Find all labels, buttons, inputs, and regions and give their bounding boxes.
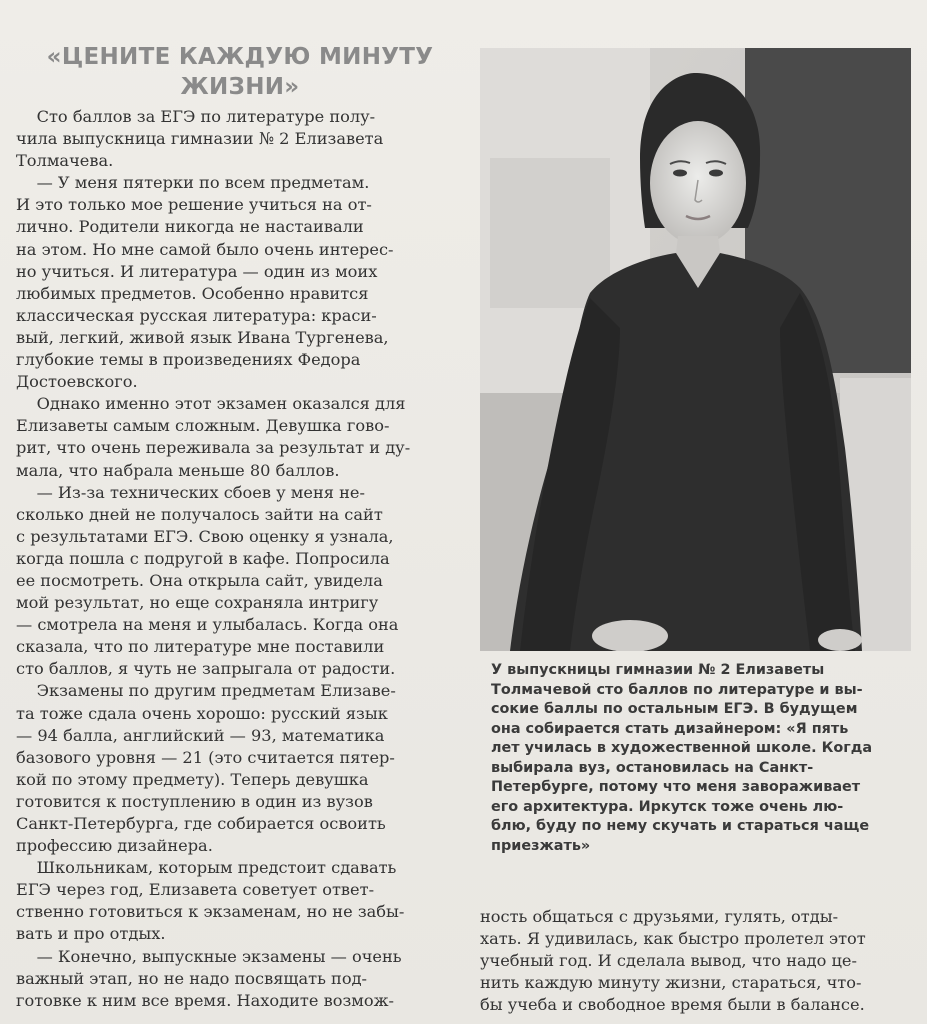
caption-line: лет училась в художественной школе. Когда [491,740,873,756]
body-line: Толмачева. [16,151,114,171]
body-line: вать и про отдых. [16,924,166,944]
body-line: на этом. Но мне самой было очень интерес- [16,239,394,259]
body-line: Экзамены по другим предметам Елизаве- [16,681,396,701]
body-line: глубокие темы в произведениях Федора [16,350,361,370]
body-line: бы учеба и свободное время были в балансе. [480,995,865,1015]
body-line: ее посмотреть. Она открыла сайт, увидела [16,570,383,590]
body-line: вый, легкий, живой язык Ивана Тургенева, [16,327,389,347]
body-line: Елизаветы самым сложным. Девушка гово- [16,416,390,436]
caption-line: Толмачевой сто баллов по литературе и вы- [491,681,863,698]
body-line: Санкт-Петербурга, где собирается освоить [16,814,386,833]
caption-line: Петербурге, потому что меня завораживает [491,779,861,795]
caption-line: она собирается стать дизайнером: «Я пять [491,720,849,737]
body-line: кой по этому предмету). Теперь девушка [16,769,369,789]
body-line: готовке к ним все время. Находите возмож- [16,990,394,1010]
body-line: когда пошла с подругой в кафе. Попросила [16,548,390,568]
article-body-right-column [480,906,910,1016]
body-line: важный этап, но не надо посвящать под- [16,968,368,988]
body-line: — Конечно, выпускные экзамены — очень [16,946,402,966]
body-line: та тоже сдала очень хорошо: русский язык [16,703,388,723]
body-line: — Из-за технических сбоев у меня не- [16,482,365,502]
body-line: чила выпускница гимназии № 2 Елизавета [16,129,384,149]
caption-line: сокие баллы по остальным ЕГЭ. В будущем [491,701,858,717]
body-line: сказала, что по литературе мне поставили [16,637,385,657]
article-body-left-column [16,106,451,1012]
body-line: сто баллов, я чуть не запрыгала от радости. [16,659,396,679]
body-line: ность общаться с друзьями, гулять, отды- [480,907,839,926]
body-line: профессию дизайнера. [16,836,213,856]
body-line: — У меня пятерки по всем предметам. [16,173,370,193]
photo-caption [491,661,911,856]
body-line: хать. Я удивилась, как быстро пролетел этот [480,929,866,949]
article-headline [20,42,460,102]
body-line: лично. Родители никогда не настаивали [16,217,364,237]
portrait-illustration [480,48,911,651]
body-line: — смотрела на меня и улыбалась. Когда она [16,615,399,635]
body-line: учебный год. И сделала вывод, что надо це- [480,951,857,971]
body-line: мала, что набрала меньше 80 баллов. [16,460,340,480]
body-line: ЕГЭ через год, Елизавета советует ответ- [16,880,375,900]
caption-line: приезжать» [491,837,591,854]
headline-line: «ЦЕНИТЕ КАЖДУЮ МИНУТУ [46,44,434,70]
body-line: готовится к поступлению в один из вузов [16,791,373,811]
caption-line: У выпускницы гимназии № 2 Елизаветы [491,662,825,678]
headline-line: ЖИЗНИ» [180,74,300,100]
body-line: базового уровня — 21 (это считается пятер- [16,747,395,767]
body-line: Достоевского. [16,372,138,392]
body-line: с результатами ЕГЭ. Свою оценку я узнала, [16,526,394,546]
body-line: ственно готовиться к экзаменам, но не забы- [16,902,405,922]
body-line: но учиться. И литература — один из моих [16,261,378,281]
body-line: Школьникам, которым предстоит сдавать [16,858,397,878]
body-line: классическая русская литература: краси- [16,305,377,325]
caption-line: блю, буду по нему скучать и стараться чаще [491,818,870,834]
body-line: мой результат, но еще сохраняла интригу [16,593,379,613]
body-line: И это только мое решение учиться на от- [16,195,372,215]
student-portrait-photo [480,48,911,651]
body-line: сколько дней не получалось зайти на сайт [16,504,383,524]
body-line: Сто баллов за ЕГЭ по литературе полу- [16,107,376,126]
body-line: — 94 балла, английский — 93, математика [16,725,385,745]
caption-line: его архитектура. Иркутск тоже очень лю- [491,798,844,815]
body-line: рит, что очень переживала за результат и ду- [16,438,411,458]
body-line: нить каждую минуту жизни, стараться, что- [480,973,862,993]
body-line: любимых предметов. Особенно нравится [16,283,369,303]
caption-line: выбирала вуз, остановилась на Санкт- [491,759,814,776]
body-line: Однако именно этот экзамен оказался для [16,394,406,414]
